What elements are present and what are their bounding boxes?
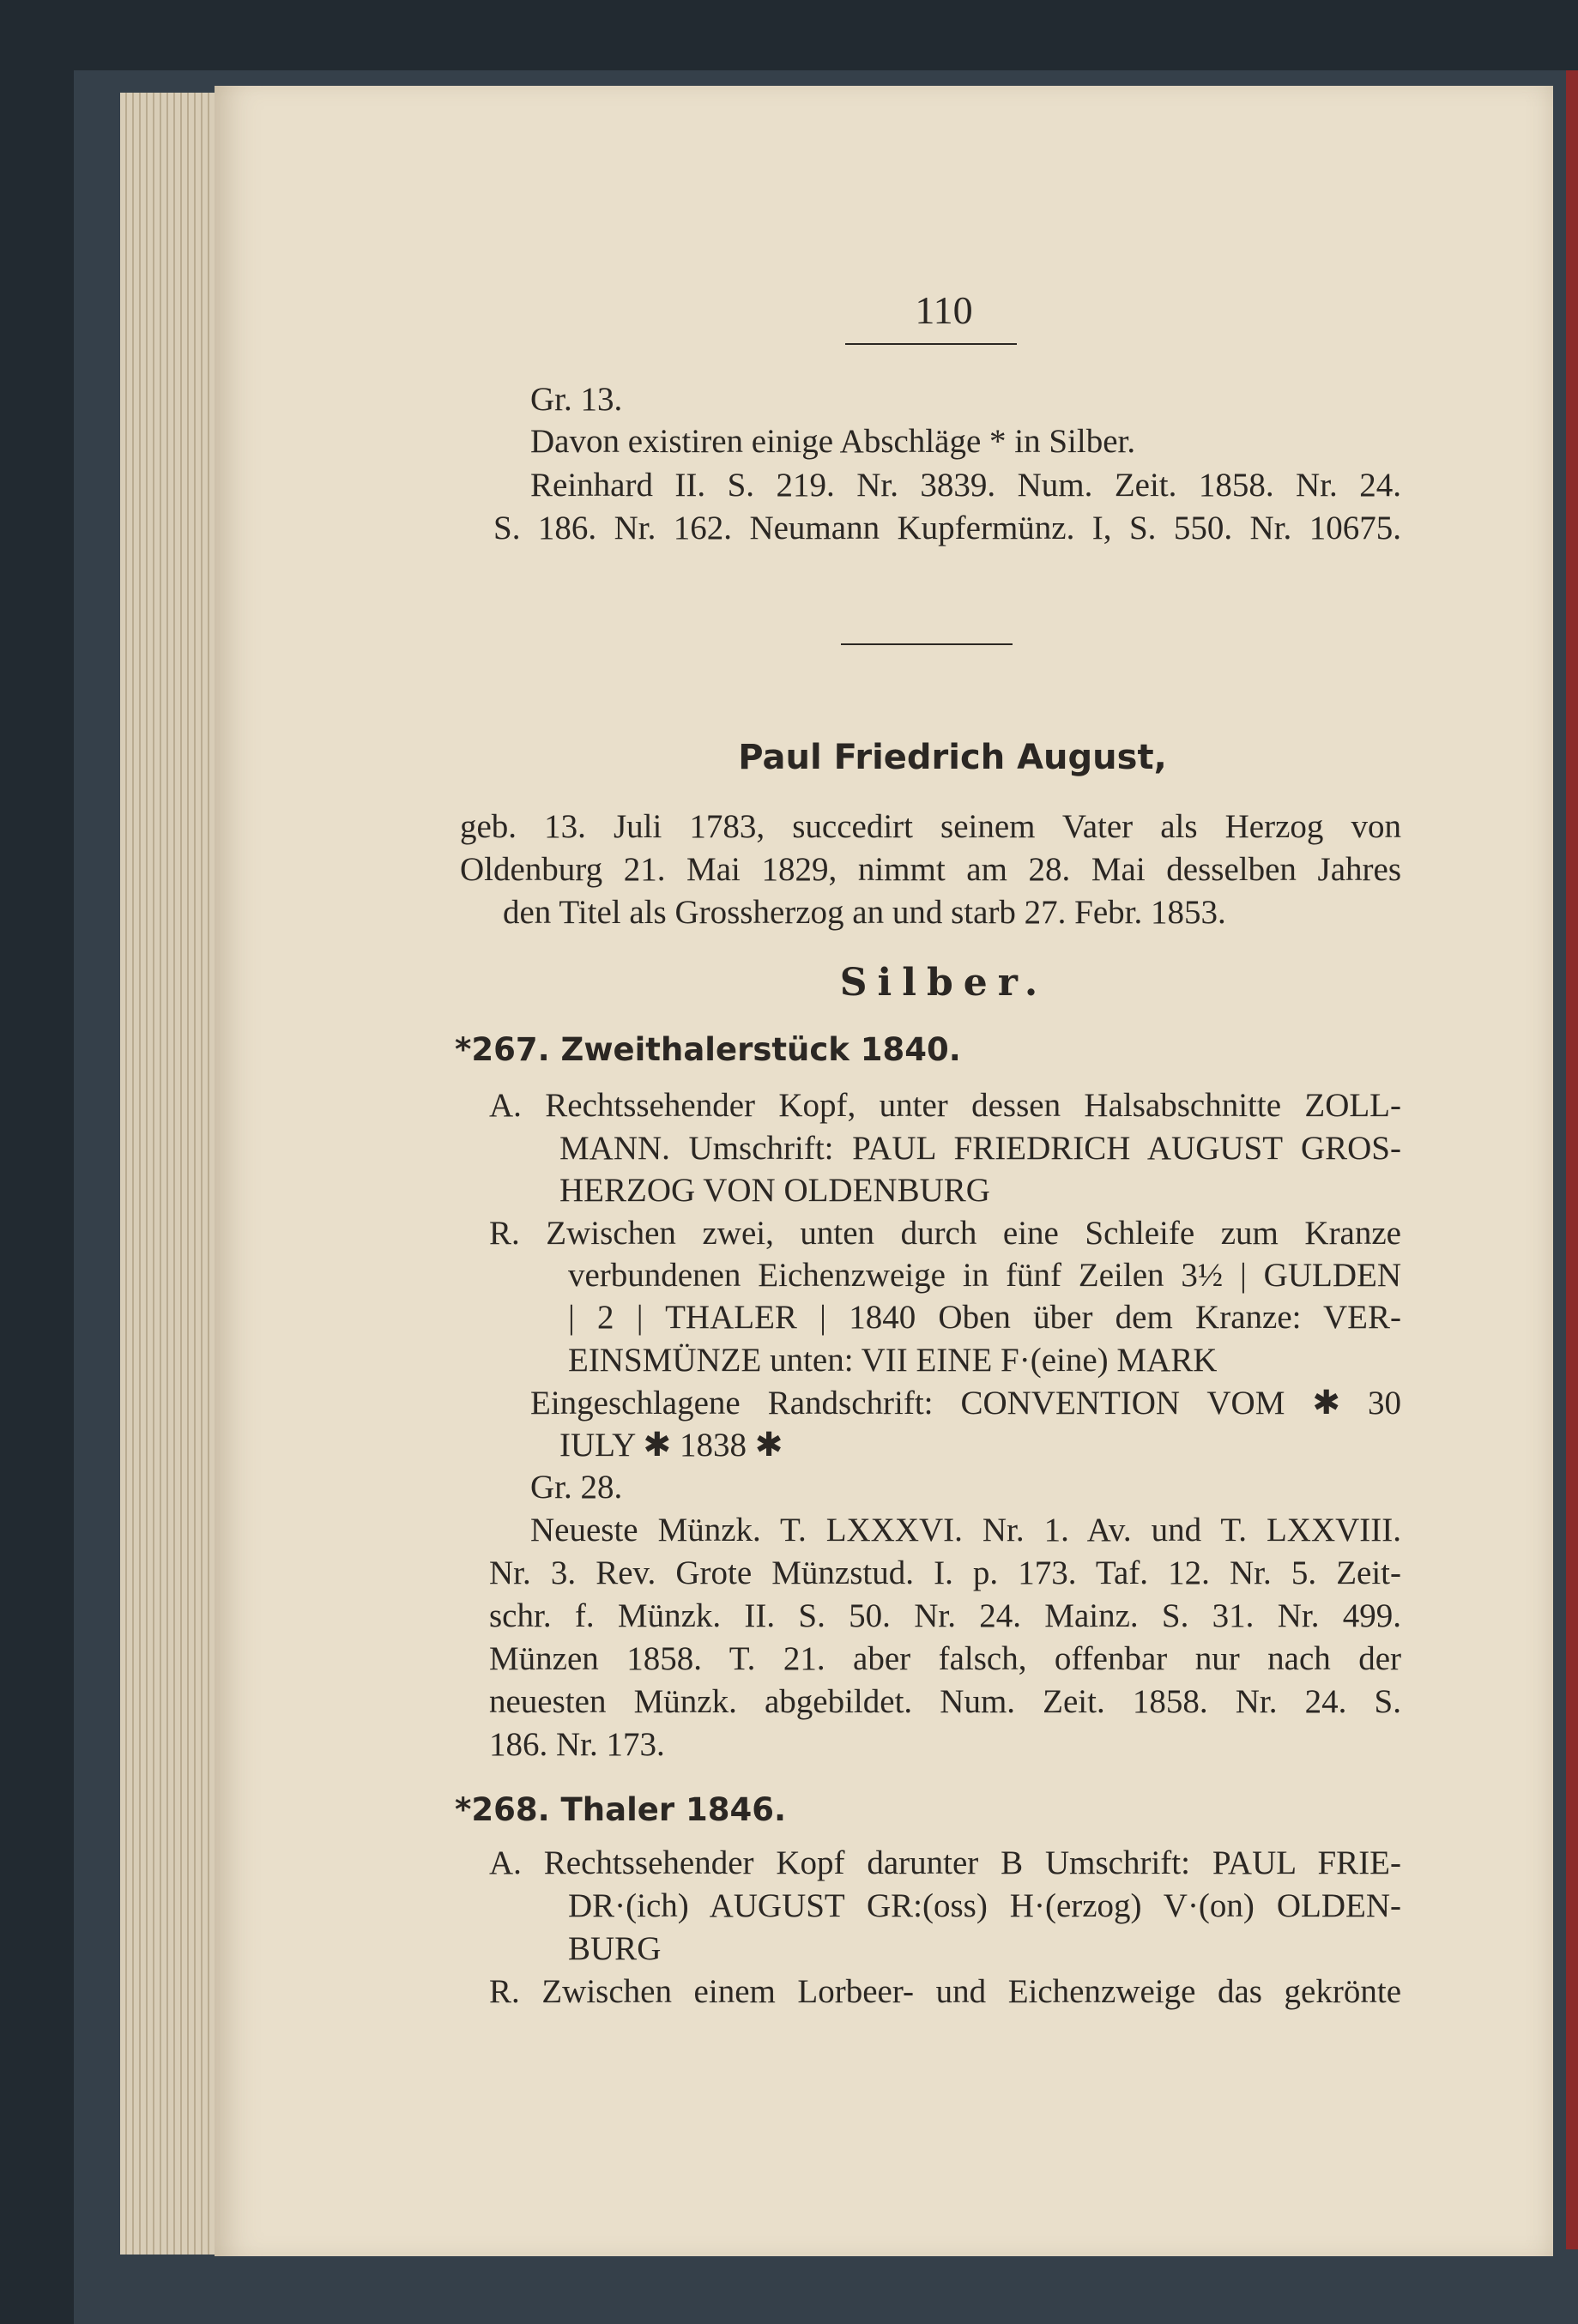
reference-line: neuesten Münzk. abgebildet. Num. Zeit. 1858. Nr. 24. S. xyxy=(489,1683,1401,1720)
reference-line: Neueste Münzk. T. LXXXVI. Nr. 1. Av. und T. LXXVIII. xyxy=(530,1512,1401,1548)
reference-line: Münzen 1858. T. 21. aber falsch, offenbar nur nach der xyxy=(489,1640,1401,1677)
text-line: Gr. 13. xyxy=(530,381,623,418)
entry-line: Eingeschlagene Randschrift: CONVENTION VOM ✱ 30 xyxy=(530,1385,1401,1422)
text-line: Reinhard II. S. 219. Nr. 3839. Num. Zeit. 1858. Nr. 24. xyxy=(530,467,1401,504)
bio-line: den Titel als Grossherzog an und starb 27. Febr. 1853. xyxy=(503,894,1226,931)
entry-line: EINSMÜNZE unten: VII EINE F·(eine) MARK xyxy=(568,1342,1218,1379)
bio-line: geb. 13. Juli 1783, succedirt seinem Vater als Herzog von xyxy=(460,808,1401,845)
bio-line: Oldenburg 21. Mai 1829, nimmt am 28. Mai desselben Jahres xyxy=(460,851,1401,888)
entry-line: A. Rechtssehender Kopf darunter B Umschrift: PAUL FRIE- xyxy=(489,1844,1401,1881)
entry-line: HERZOG VON OLDENBURG xyxy=(559,1172,990,1209)
section-divider xyxy=(841,643,1013,645)
entry-line: verbundenen Eichenzweige in fünf Zeilen 3½ | GULDEN xyxy=(568,1257,1401,1294)
page-number: 110 xyxy=(915,288,973,332)
section-title: Silber. xyxy=(839,961,1049,1005)
reference-line: Nr. 3. Rev. Grote Münzstud. I. p. 173. Taf. 12. Nr. 5. Zeit- xyxy=(489,1554,1401,1591)
entry-line: | 2 | THALER | 1840 Oben über dem Kranze: VER- xyxy=(568,1299,1401,1336)
cover-edge xyxy=(1566,70,1578,2249)
entry-line: BURG xyxy=(568,1930,662,1967)
entry-line: DR·(ich) AUGUST GR:(oss) H·(erzog) V·(on) OLDEN- xyxy=(568,1887,1401,1924)
entry-title: *267. Zweithalerstück 1840. xyxy=(455,1031,961,1068)
entry-line: R. Zwischen einem Lorbeer- und Eichenzweige das gekrönte xyxy=(489,1973,1401,2010)
person-heading: Paul Friedrich August, xyxy=(738,738,1167,777)
text-line: S. 186. Nr. 162. Neumann Kupfermünz. I, S. 550. Nr. 10675. xyxy=(493,510,1401,546)
page-number-rule xyxy=(845,343,1017,345)
entry-line: R. Zwischen zwei, unten durch eine Schleife zum Kranze xyxy=(489,1215,1401,1252)
entry-title: *268. Thaler 1846. xyxy=(455,1791,787,1828)
entry-line: IULY ✱ 1838 ✱ xyxy=(559,1427,783,1464)
entry-line: MANN. Umschrift: PAUL FRIEDRICH AUGUST GROS- xyxy=(559,1130,1401,1167)
entry-line: A. Rechtssehender Kopf, unter dessen Halsabschnitte ZOLL- xyxy=(489,1087,1401,1124)
reference-line: schr. f. Münzk. II. S. 50. Nr. 24. Mainz. S. 31. Nr. 499. xyxy=(489,1597,1401,1634)
text-line: Davon existiren einige Abschläge * in Silber. xyxy=(530,423,1136,460)
reference-line: 186. Nr. 173. xyxy=(489,1726,665,1763)
entry-weight: Gr. 28. xyxy=(530,1469,623,1506)
